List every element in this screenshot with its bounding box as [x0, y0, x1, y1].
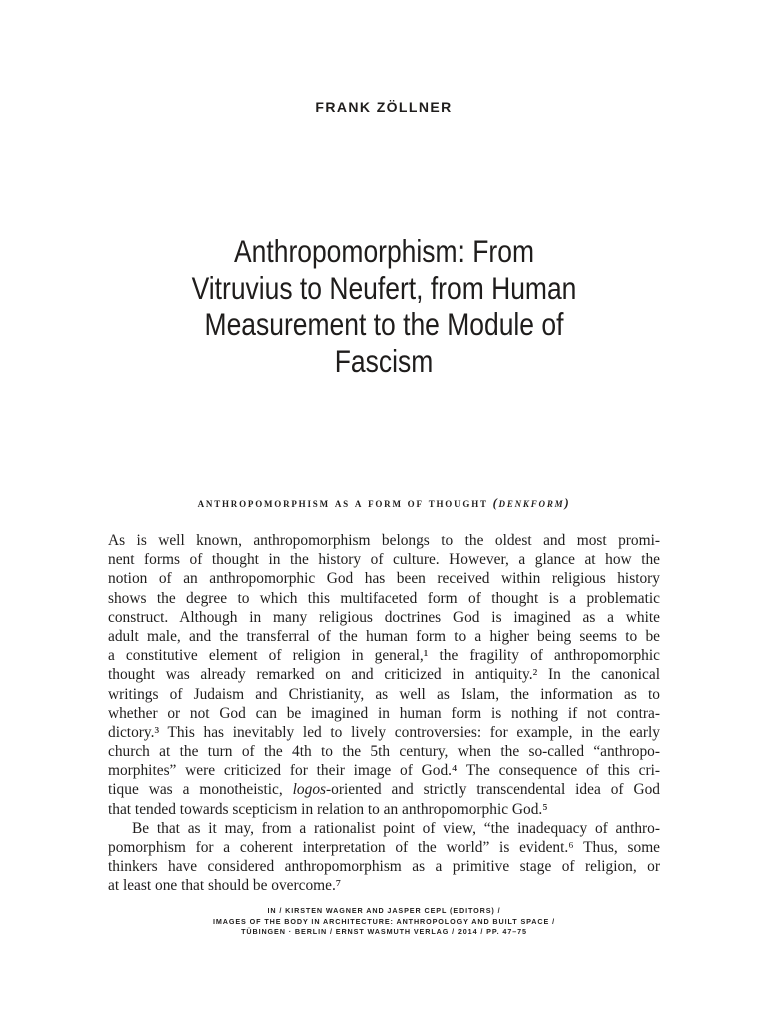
section-heading-italic: (denkform): [492, 496, 571, 510]
body-line: dictory.³ This has inevitably led to lively controversies: for example, in the early: [108, 723, 660, 741]
section-heading: [0, 496, 768, 511]
body-line: shows the degree to which this multifaceted form of thought is a problematic: [108, 589, 660, 607]
body-line: pomorphism for a coherent interpretation of the world” is evident.⁶ Thus, some: [108, 839, 660, 856]
body-line: tique was a monotheistic, logos-oriented and strictly transcendental idea of God: [108, 781, 660, 799]
title-line-2: Vitruvius to Neufert, from Human: [191, 269, 577, 306]
body-line: whether or not God can be imagined in human form is nothing if not contra-: [108, 704, 660, 722]
article-title: [154, 233, 614, 379]
body-line: thinkers have considered anthropomorphism as a primitive stage of religion, or: [108, 858, 660, 876]
author-name: FRANK ZÖLLNER: [315, 99, 453, 115]
body-line: As is well known, anthropomorphism belongs to the oldest and most promi-: [108, 532, 660, 549]
body-line: nent forms of thought in the history of culture. However, a glance at how the: [108, 551, 660, 569]
title-line-3: Measurement to the Module of: [204, 306, 564, 342]
citation-footer: [0, 906, 768, 938]
body-line: a constitutive element of religion in general,¹ the fragility of anthropomorphic: [108, 647, 660, 665]
section-heading-main: anthropomorphism as a form of thought: [197, 496, 488, 510]
body-line: thought was already remarked on and criticized in antiquity.² In the canonical: [108, 666, 660, 684]
footer-line-2: IMAGES OF THE BODY IN ARCHITECTURE: ANTHROPOLOGY AND BUILT SPACE /: [213, 916, 555, 926]
body-line: notion of an anthropomorphic God has been received within religious history: [108, 570, 660, 588]
title-line-4: Fascism: [334, 342, 434, 379]
body-text: [108, 531, 660, 896]
body-line: church at the turn of the 4th to the 5th century, when the so-called “anthropo-: [108, 743, 660, 761]
body-line: writings of Judaism and Christianity, as well as Islam, the information as to: [108, 685, 660, 703]
footer-line-3: TÜBINGEN · BERLIN / ERNST WASMUTH VERLAG / 2014 / PP. 47–75: [241, 927, 527, 937]
title-line-1: Anthropomorphism: From: [234, 233, 534, 269]
italic-term: logos: [292, 781, 327, 799]
body-line: adult male, and the transferral of the human form to a higher being seems to be: [108, 627, 660, 645]
body-line: that tended towards scepticism in relation to an anthropomorphic God.⁵: [108, 800, 548, 818]
body-line: construct. Although in many religious doctrines God is imagined as a white: [108, 608, 660, 626]
footer-line-1: IN / KIRSTEN WAGNER AND JASPER CEPL (EDITORS) /: [267, 906, 501, 915]
body-line: morphites” were criticized for their image of God.⁴ The consequence of this cri-: [108, 762, 660, 780]
body-line: at least one that should be overcome.⁷: [108, 877, 342, 895]
body-line: Be that as it may, from a rationalist point of view, “the inadequacy of anthro-: [132, 819, 660, 837]
